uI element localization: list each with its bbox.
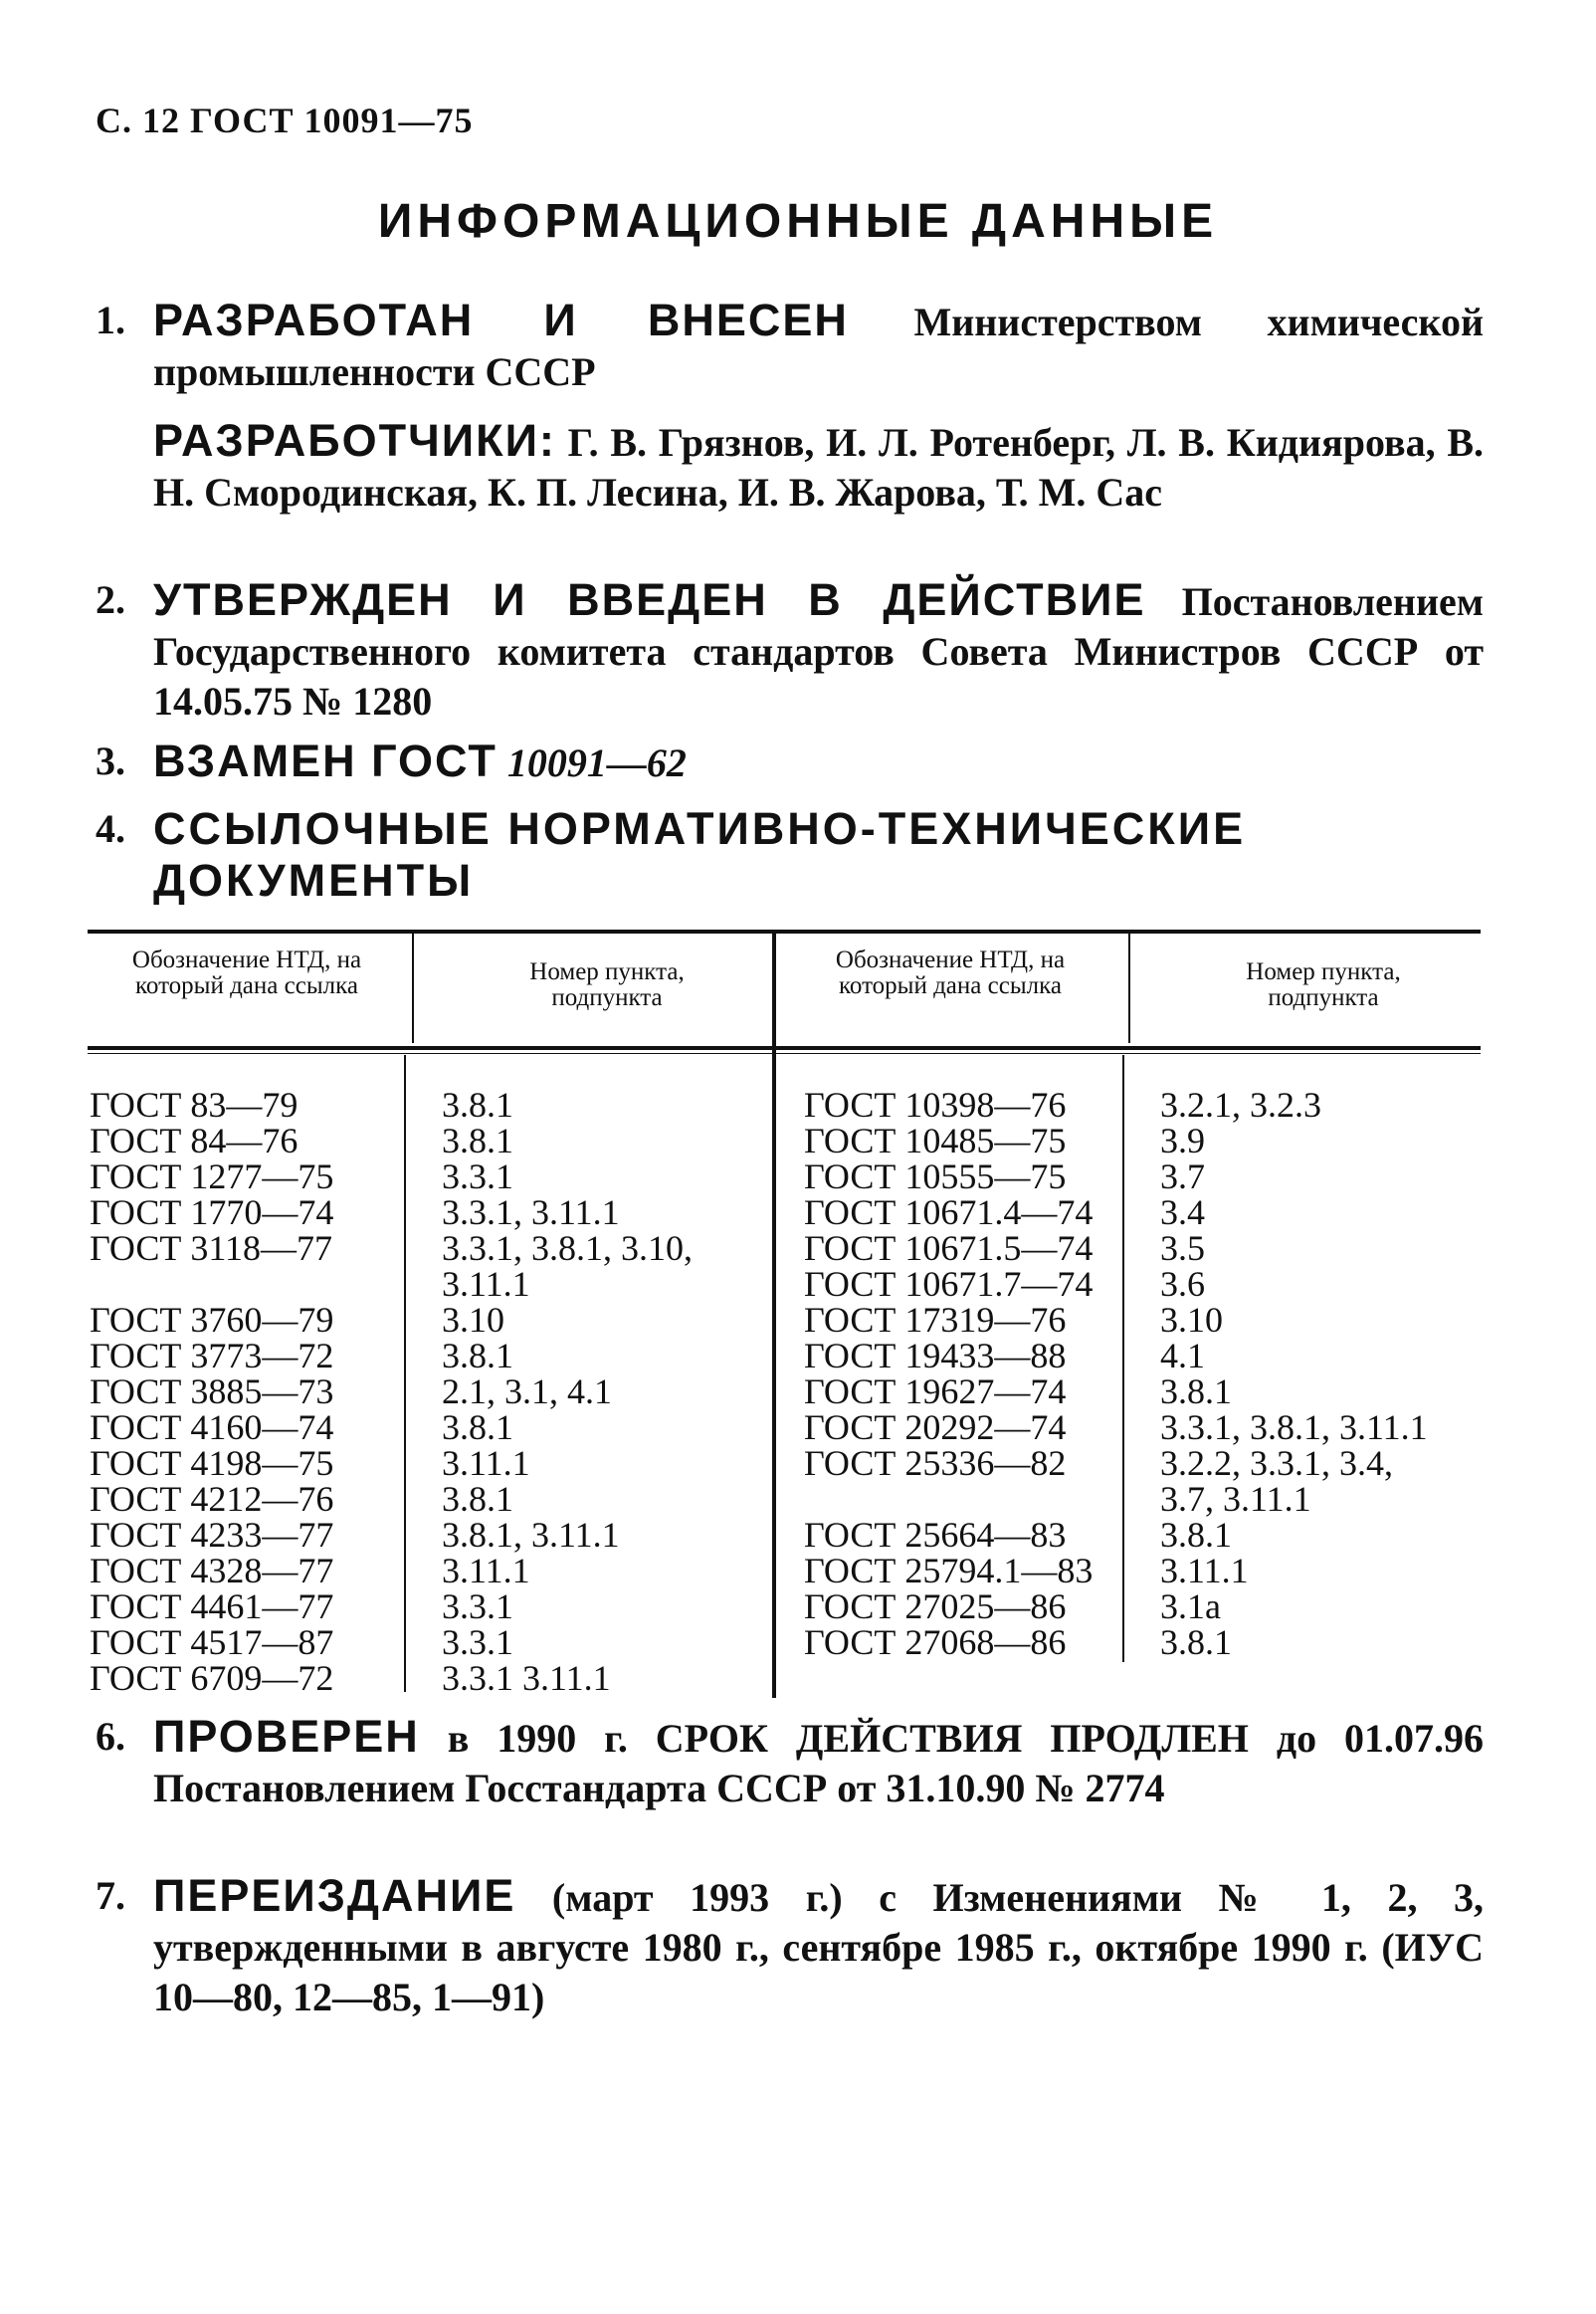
developers-names: Г. В. Грязнов, И. Л. Ротенберг, Л. В. Кидиярова, В. Н. Смородинская, К. П. Лесина, И. В. Жарова, Т. М. Сас bbox=[153, 420, 1485, 515]
table-cell: 3.1а bbox=[1160, 1586, 1221, 1626]
right-points-column bbox=[1160, 1087, 1428, 1660]
table-cell: ГОСТ 25336—82 bbox=[804, 1443, 1067, 1483]
left-docs-column bbox=[90, 1087, 333, 1696]
table-cell: ГОСТ 10671.7—74 bbox=[804, 1264, 1094, 1304]
table-cell: 3.8.1 bbox=[442, 1336, 513, 1375]
table-cell: 3.10 bbox=[442, 1300, 504, 1340]
item-body bbox=[153, 736, 1484, 788]
page-title: ИНФОРМАЦИОННЫЕ ДАННЫЕ bbox=[377, 195, 1219, 248]
table-cell: 3.8.1 bbox=[442, 1407, 513, 1447]
table-cell: ГОСТ 6709—72 bbox=[90, 1658, 334, 1698]
table-cell bbox=[90, 1266, 333, 1302]
table-cell: ГОСТ 4233—77 bbox=[90, 1515, 334, 1555]
table-header-cell: Номер пункта, подпункта bbox=[529, 958, 685, 1011]
developers-label: РАЗРАБОТЧИКИ: bbox=[153, 415, 556, 466]
item-number: 7. bbox=[96, 1873, 125, 1918]
table-cell: 3.8.1 bbox=[442, 1479, 513, 1519]
item-text: в 1990 г. СРОК ДЕЙСТВИЯ ПРОДЛЕН до 01.07.96 Постановлением Госстандарта СССР от 31.10.90 № 2774 bbox=[153, 1716, 1484, 1810]
item-heading: УТВЕРЖДЕН И ВВЕДЕН В ДЕЙСТВИЕ bbox=[153, 574, 1146, 625]
table-cell: 3.2.2, 3.3.1, 3.4, bbox=[1160, 1443, 1393, 1483]
info-item-3 bbox=[96, 736, 1484, 788]
item-heading: ССЫЛОЧНЫЕ НОРМАТИВНО-ТЕХНИЧЕСКИЕ ДОКУМЕНТЫ bbox=[153, 803, 1247, 906]
table-cell: ГОСТ 25664—83 bbox=[804, 1515, 1067, 1555]
table-cell: 3.9 bbox=[1160, 1121, 1205, 1160]
table-cell: 3.2.1, 3.2.3 bbox=[1160, 1085, 1321, 1125]
table-divider bbox=[412, 932, 414, 1043]
table-cell: ГОСТ 4198—75 bbox=[90, 1443, 334, 1483]
developers-block bbox=[153, 416, 1484, 518]
table-cell: 4.1 bbox=[1160, 1336, 1205, 1375]
table-cell: 3.11.1 bbox=[442, 1551, 530, 1590]
item-body bbox=[153, 1712, 1484, 1813]
table-cell: 3.8.1 bbox=[1160, 1371, 1232, 1411]
table-cell: 3.11.1 bbox=[442, 1264, 530, 1304]
table-header-cell: Обозначение НТД, на который дана ссылка bbox=[835, 947, 1066, 999]
table-cell: ГОСТ 4160—74 bbox=[90, 1407, 334, 1447]
item-number: 3. bbox=[96, 738, 125, 783]
table-cell: ГОСТ 4517—87 bbox=[90, 1622, 334, 1662]
item-text: Министерством химической промышленности СССР bbox=[153, 300, 1484, 394]
table-cell: ГОСТ 19627—74 bbox=[804, 1371, 1067, 1411]
table-divider bbox=[404, 1055, 406, 1692]
item-number: 6. bbox=[96, 1714, 125, 1759]
item-body bbox=[153, 1871, 1484, 2022]
table-cell: ГОСТ 3773—72 bbox=[90, 1336, 334, 1375]
table-header-rule bbox=[88, 1046, 1481, 1050]
table-cell: 3.7 bbox=[1160, 1157, 1205, 1196]
table-cell: ГОСТ 10555—75 bbox=[804, 1157, 1067, 1196]
page-header: С. 12 ГОСТ 10091—75 bbox=[96, 101, 474, 140]
table-cell: 3.5 bbox=[1160, 1228, 1205, 1268]
table-cell: ГОСТ 25794.1—83 bbox=[804, 1551, 1094, 1590]
table-cell: ГОСТ 1770—74 bbox=[90, 1192, 334, 1232]
table-cell: ГОСТ 4328—77 bbox=[90, 1551, 334, 1590]
item-heading: РАЗРАБОТАН И ВНЕСЕН bbox=[153, 295, 849, 345]
table-cell: ГОСТ 3885—73 bbox=[90, 1371, 334, 1411]
item-heading: ПЕРЕИЗДАНИЕ bbox=[153, 1870, 516, 1921]
table-cell: ГОСТ 10398—76 bbox=[804, 1085, 1067, 1125]
table-cell: 3.8.1 bbox=[1160, 1622, 1232, 1662]
table-cell: ГОСТ 19433—88 bbox=[804, 1336, 1067, 1375]
table-cell: 3.4 bbox=[1160, 1192, 1205, 1232]
table-cell: 2.1, 3.1, 4.1 bbox=[442, 1371, 612, 1411]
item-heading: ПРОВЕРЕН bbox=[153, 1711, 420, 1762]
table-cell: 3.6 bbox=[1160, 1264, 1205, 1304]
table-center-divider bbox=[772, 932, 776, 1698]
item-body bbox=[153, 296, 1484, 397]
table-cell: 3.7, 3.11.1 bbox=[1160, 1479, 1311, 1519]
table-cell: ГОСТ 27068—86 bbox=[804, 1622, 1067, 1662]
table-cell: ГОСТ 3118—77 bbox=[90, 1228, 333, 1268]
table-divider bbox=[1128, 932, 1130, 1043]
table-top-rule bbox=[88, 930, 1481, 934]
table-cell: 3.3.1 bbox=[442, 1622, 513, 1662]
table-cell: ГОСТ 10671.5—74 bbox=[804, 1228, 1094, 1268]
table-cell: 3.3.1 bbox=[442, 1586, 513, 1626]
item-body bbox=[153, 804, 1469, 908]
table-cell: ГОСТ 10671.4—74 bbox=[804, 1192, 1094, 1232]
info-item-6 bbox=[96, 1712, 1484, 1813]
table-cell: 3.3.1 bbox=[442, 1157, 513, 1196]
info-item-2 bbox=[96, 575, 1484, 727]
table-cell: 3.8.1 bbox=[442, 1121, 513, 1160]
info-item-7 bbox=[96, 1871, 1484, 2022]
item-text: (март 1993 г.) с Изменениями № 1, 2, 3, утвержденными в августе 1980 г., сентябре 1985 г., октябре 1990 г. (ИУС 10—80, 12—85, 1—91) bbox=[153, 1875, 1484, 2019]
item-text: 10091—62 bbox=[506, 740, 687, 785]
info-item-1 bbox=[96, 296, 1484, 397]
item-body bbox=[153, 575, 1484, 727]
table-cell bbox=[804, 1481, 1093, 1517]
right-docs-column bbox=[804, 1087, 1093, 1660]
item-number: 4. bbox=[96, 806, 125, 851]
table-header-cell: Номер пункта, подпункта bbox=[1246, 958, 1401, 1011]
table-header-cell: Обозначение НТД, на который дана ссылка bbox=[131, 947, 362, 999]
table-cell: ГОСТ 3760—79 bbox=[90, 1300, 334, 1340]
item-text: Постановлением Государственного комитета стандартов Совета Министров СССР от 14.05.75 № 1280 bbox=[153, 579, 1484, 724]
table-cell: 3.11.1 bbox=[442, 1443, 530, 1483]
item-number: 1. bbox=[96, 298, 125, 342]
table-cell: 3.3.1, 3.8.1, 3.11.1 bbox=[1160, 1407, 1428, 1447]
table-divider bbox=[1122, 1055, 1124, 1662]
left-points-column bbox=[442, 1087, 693, 1696]
table-header-rule-thin bbox=[88, 1053, 1481, 1054]
item-heading: ВЗАМЕН ГОСТ bbox=[153, 736, 498, 786]
table-cell: 3.3.1, 3.11.1 bbox=[442, 1192, 620, 1232]
table-cell: 3.3.1, 3.8.1, 3.10, bbox=[442, 1228, 693, 1268]
table-cell: ГОСТ 10485—75 bbox=[804, 1121, 1067, 1160]
table-cell: ГОСТ 17319—76 bbox=[804, 1300, 1067, 1340]
table-cell: 3.10 bbox=[1160, 1300, 1223, 1340]
table-cell: ГОСТ 27025—86 bbox=[804, 1586, 1067, 1626]
table-cell: ГОСТ 4461—77 bbox=[90, 1586, 334, 1626]
table-cell: ГОСТ 83—79 bbox=[90, 1085, 299, 1125]
table-cell: ГОСТ 84—76 bbox=[90, 1121, 299, 1160]
table-cell: 3.11.1 bbox=[1160, 1551, 1249, 1590]
table-cell: ГОСТ 20292—74 bbox=[804, 1407, 1067, 1447]
table-cell: 3.8.1, 3.11.1 bbox=[442, 1515, 620, 1555]
info-item-4 bbox=[96, 804, 1469, 908]
table-cell: 3.3.1 3.11.1 bbox=[442, 1658, 611, 1698]
table-cell: ГОСТ 1277—75 bbox=[90, 1157, 334, 1196]
table-cell: 3.8.1 bbox=[1160, 1515, 1232, 1555]
table-cell: ГОСТ 4212—76 bbox=[90, 1479, 334, 1519]
item-number: 2. bbox=[96, 577, 125, 622]
table-cell: 3.8.1 bbox=[442, 1085, 513, 1125]
